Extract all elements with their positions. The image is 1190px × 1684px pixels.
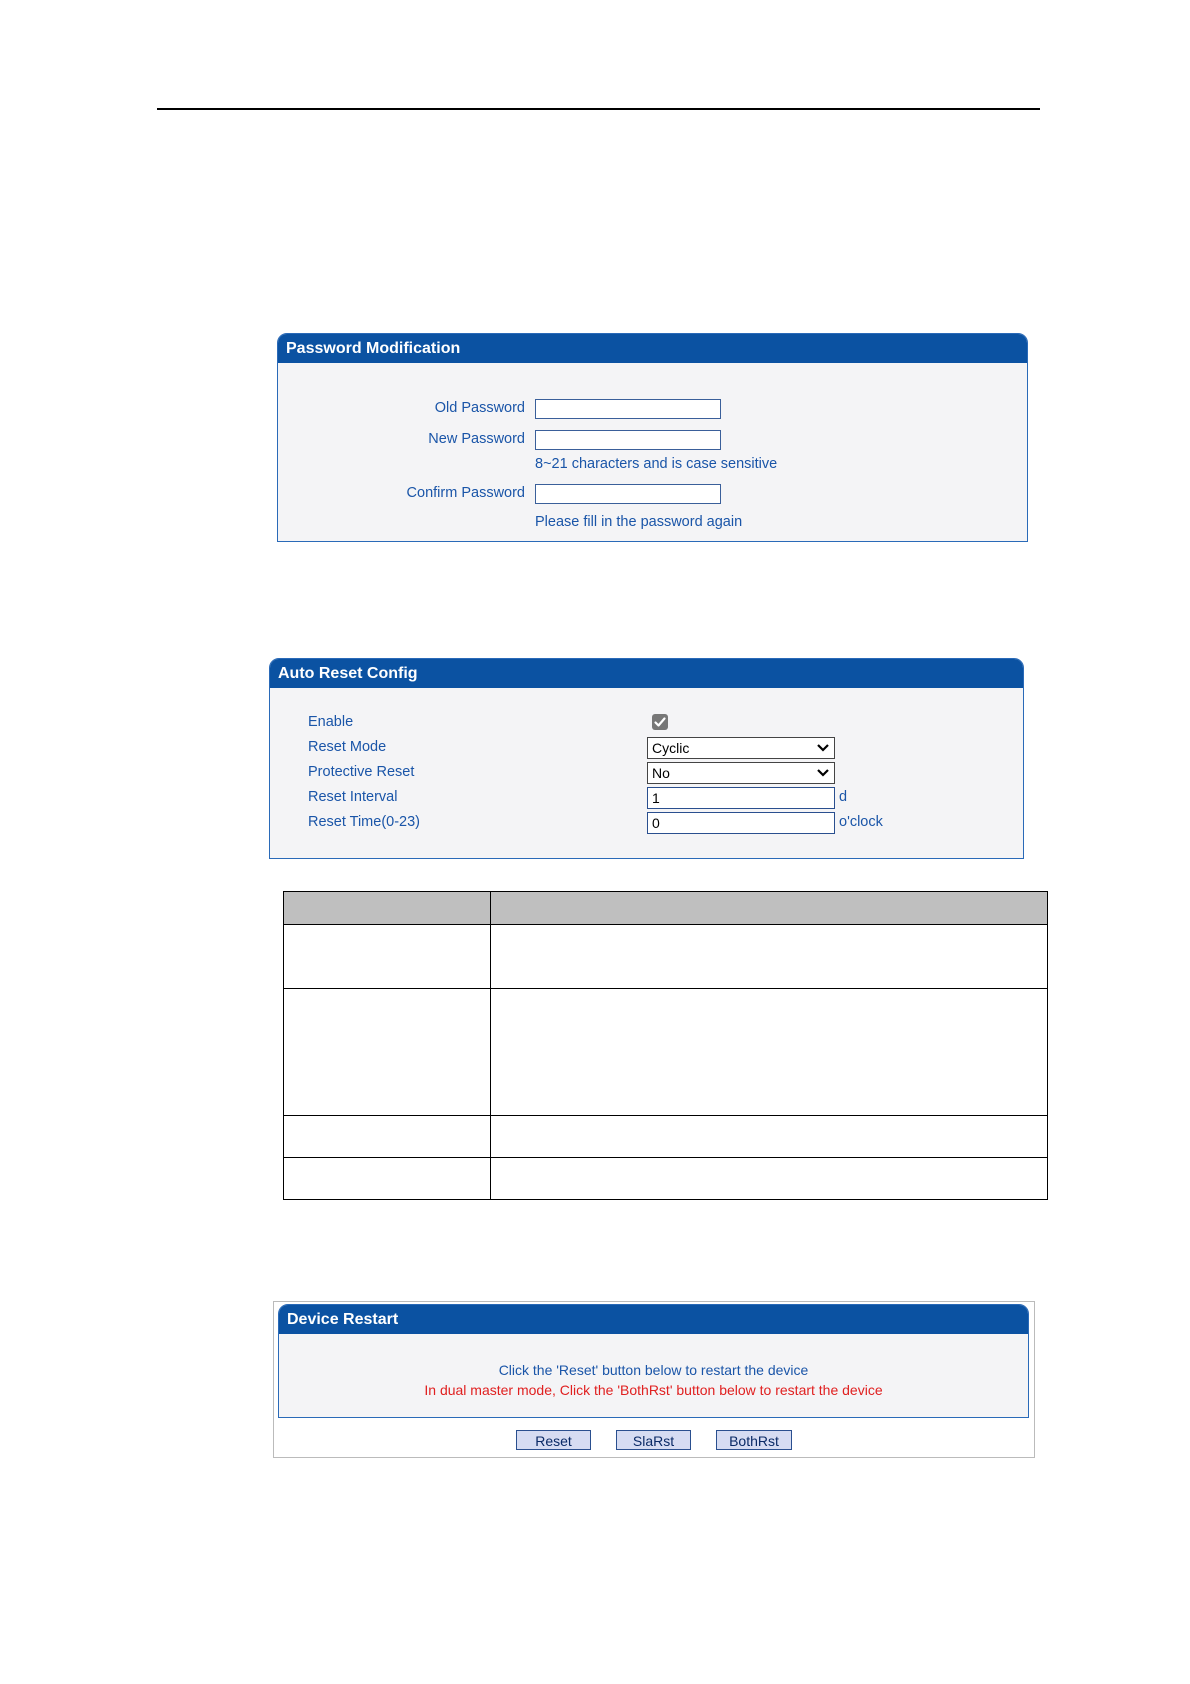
enable-checkbox[interactable] xyxy=(652,714,668,730)
table-header-cell xyxy=(284,892,491,925)
password-modification-panel xyxy=(277,333,1028,542)
reset-mode-select[interactable] xyxy=(647,737,835,759)
protective-reset-select[interactable] xyxy=(647,762,835,784)
table-cell xyxy=(284,1158,491,1200)
confirm-password-hint: Please fill in the password again xyxy=(535,514,743,530)
reset-interval-input[interactable] xyxy=(647,787,835,809)
new-password-hint: 8~21 characters and is case sensitive xyxy=(535,456,778,472)
reset-button[interactable]: Reset xyxy=(516,1430,591,1450)
reset-interval-unit: d xyxy=(839,789,848,805)
reset-time-input[interactable] xyxy=(647,812,835,834)
top-rule xyxy=(157,108,1040,110)
old-password-input[interactable] xyxy=(535,399,721,419)
table-cell xyxy=(491,925,1048,989)
table-cell xyxy=(284,989,491,1116)
table-header-cell xyxy=(491,892,1048,925)
panel-title: Device Restart xyxy=(279,1305,1028,1334)
auto-reset-config-panel xyxy=(269,658,1024,859)
table-row xyxy=(284,1116,1048,1158)
slarst-button[interactable]: SlaRst xyxy=(616,1430,691,1450)
table-row xyxy=(284,1158,1048,1200)
table-cell xyxy=(491,989,1048,1116)
table-row xyxy=(284,925,1048,989)
protective-reset-value: No xyxy=(652,765,670,781)
reset-mode-value: Cyclic xyxy=(652,740,690,756)
device-restart-inner xyxy=(278,1304,1029,1418)
table-header-row xyxy=(284,892,1048,925)
table-cell xyxy=(284,925,491,989)
reset-time-unit: o'clock xyxy=(839,814,883,830)
new-password-label: New Password xyxy=(428,431,525,447)
reset-time-label: Reset Time(0-23) xyxy=(308,814,421,830)
table-cell xyxy=(284,1116,491,1158)
confirm-password-input[interactable] xyxy=(535,484,721,504)
panel-title: Password Modification xyxy=(278,334,1027,363)
chevron-down-icon xyxy=(816,740,830,754)
old-password-label: Old Password xyxy=(434,400,525,416)
table-cell xyxy=(491,1116,1048,1158)
dual-master-message: In dual master mode, Click the 'BothRst' button below to restart the device xyxy=(424,1382,883,1398)
restart-message: Click the 'Reset' button below to restart the device xyxy=(498,1362,809,1378)
protective-reset-label: Protective Reset xyxy=(308,764,415,780)
table-cell xyxy=(491,1158,1048,1200)
reset-interval-label: Reset Interval xyxy=(308,789,398,805)
table-row xyxy=(284,989,1048,1116)
bothrst-button[interactable]: BothRst xyxy=(716,1430,792,1450)
enable-label: Enable xyxy=(308,714,354,730)
confirm-password-label: Confirm Password xyxy=(406,485,525,501)
chevron-down-icon xyxy=(816,765,830,779)
new-password-input[interactable] xyxy=(535,430,721,450)
device-restart-panel xyxy=(273,1301,1035,1458)
reset-mode-label: Reset Mode xyxy=(308,739,387,755)
parameter-table xyxy=(283,891,1048,1200)
panel-title: Auto Reset Config xyxy=(270,659,1023,688)
checkmark-icon xyxy=(653,715,667,729)
